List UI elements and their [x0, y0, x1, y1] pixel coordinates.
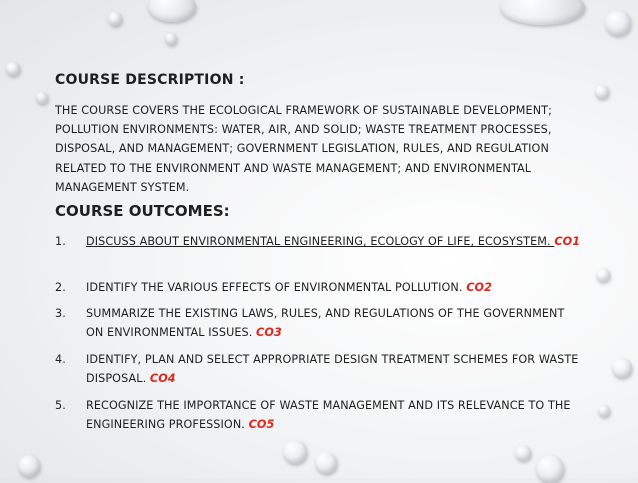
outcome-number: 3.: [55, 307, 66, 320]
water-droplet-decoration: [165, 33, 177, 45]
course-outcomes-heading: COURSE OUTCOMES:: [55, 202, 230, 220]
outcome-text: IDENTIFY THE VARIOUS EFFECTS OF ENVIRONMENTAL POLLUTION.: [86, 281, 467, 294]
water-droplet-decoration: [500, 0, 585, 25]
water-droplet-decoration: [536, 455, 564, 483]
outcome-item: [55, 350, 585, 388]
outcome-item: [55, 304, 585, 342]
outcome-code: CO3: [256, 326, 282, 340]
outcome-item: [55, 396, 585, 434]
water-droplet-decoration: [598, 405, 610, 417]
outcome-number: 4.: [55, 353, 66, 366]
outcome-code: CO5: [248, 418, 275, 432]
outcome-number: 5.: [55, 399, 66, 412]
water-droplet-decoration: [515, 445, 531, 461]
outcome-code: CO2: [466, 281, 493, 294]
outcome-code: CO1: [554, 235, 581, 248]
water-droplet-decoration: [148, 0, 196, 22]
outcome-text: SUMMARIZE THE EXISTING LAWS, RULES, AND REGULATIONS OF THE GOVERNMENT ON ENVIRONMENTAL ISSUES.: [86, 307, 565, 340]
water-droplet-decoration: [18, 455, 40, 477]
outcome-number: 1.: [55, 235, 66, 248]
water-droplet-decoration: [283, 440, 307, 464]
outcome-text: IDENTIFY, PLAN AND SELECT APPROPRIATE DESIGN TREATMENT SCHEMES FOR WASTE DISPOSAL.: [86, 353, 579, 386]
water-droplet-decoration: [315, 452, 337, 474]
water-droplet-decoration: [605, 10, 631, 36]
water-droplet-decoration: [108, 12, 122, 26]
course-description-text: THE COURSE COVERS THE ECOLOGICAL FRAMEWORK OF SUSTAINABLE DEVELOPMENT; POLLUTION ENVIRONMENTS: WATER, AIR, AND SOLID; WASTE TREATMENT PROCESSES, DISPOSAL, AND MANAGEMENT; GOVERNMENT LEGISLATION, RULES, AND REGULATION RELATED TO THE ENVIRONMENT AND WASTE MANAGEMENT; AND ENVIRONMENTAL MANAGEMENT SYSTEM.: [55, 104, 552, 194]
course-description-heading: COURSE DESCRIPTION :: [55, 72, 245, 88]
water-droplet-decoration: [595, 85, 609, 99]
water-droplet-decoration: [596, 268, 610, 282]
outcome-text: RECOGNIZE THE IMPORTANCE OF WASTE MANAGEMENT AND ITS RELEVANCE TO THE ENGINEERING PROFESSION.: [86, 399, 571, 432]
water-droplet-decoration: [36, 92, 48, 104]
outcome-code: CO4: [149, 372, 176, 386]
outcome-text: DISCUSS ABOUT ENVIRONMENTAL ENGINEERING, ECOLOGY OF LIFE, ECOSYSTEM.: [86, 235, 555, 248]
outcome-number: 2.: [55, 281, 66, 294]
outcome-item: [55, 278, 585, 297]
outcome-item: [55, 232, 585, 251]
water-droplet-decoration: [6, 62, 20, 76]
water-droplet-decoration: [612, 358, 632, 378]
